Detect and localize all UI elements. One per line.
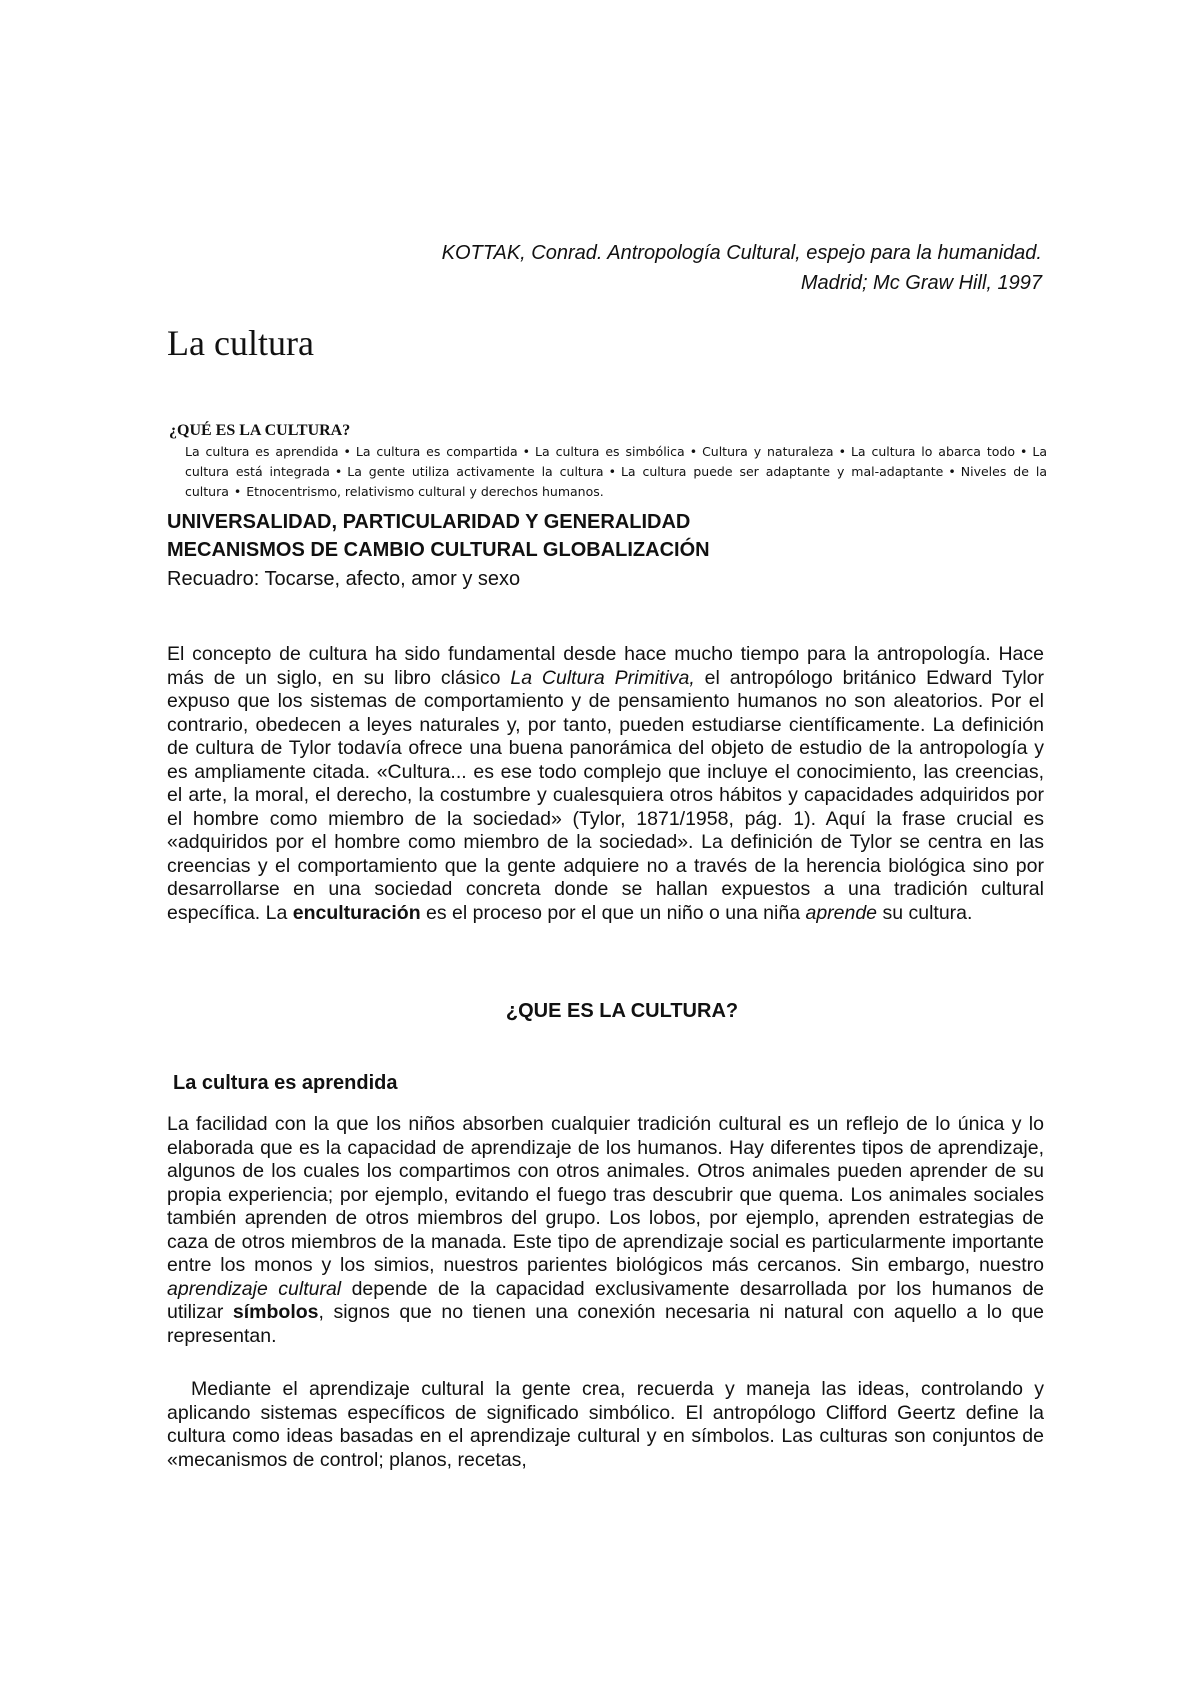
outline-item: La cultura es compartida — [355, 444, 518, 459]
bullet-separator: • — [1019, 444, 1028, 459]
outline-item: Cultura y naturaleza — [702, 444, 834, 459]
outline-heading: ¿QUÉ ES LA CULTURA? — [169, 422, 351, 439]
outline-item: Etnocentrismo, relativismo cultural y derechos humanos. — [246, 484, 604, 499]
outline-item: La cultura está integrada — [185, 444, 1047, 479]
text-run: El concepto de cultura ha sido fundamental desde hace mucho tiempo para la antropología. Hace más de un siglo, en su libro clásico — [167, 643, 1044, 689]
learned-paragraph — [167, 1113, 1044, 1348]
bullet-separator: • — [233, 484, 242, 499]
subsection-title: La cultura es aprendida — [173, 1072, 398, 1094]
outline-item: La gente utiliza activamente la cultura — [347, 464, 604, 479]
bullet-separator: • — [334, 464, 343, 479]
bullet-separator: • — [838, 444, 846, 459]
citation-line-1: KOTTAK, Conrad. Antropología Cultural, espejo para la humanidad. — [441, 242, 1042, 264]
box-note: Recuadro: Tocarse, afecto, amor y sexo — [167, 568, 521, 590]
text-run: es el proceso por el que un niño o una niña — [420, 901, 806, 924]
subtopic-line-1: UNIVERSALIDAD, PARTICULARIDAD Y GENERALIDAD — [167, 511, 691, 533]
key-term: enculturación — [292, 901, 421, 924]
subtopic-line-2: MECANISMOS DE CAMBIO CULTURAL GLOBALIZACIÓN — [167, 539, 710, 561]
bullet-separator: • — [689, 444, 698, 459]
bullet-separator: • — [343, 444, 351, 459]
bullet-separator: • — [522, 444, 531, 459]
citation-line-2: Madrid; Mc Graw Hill, 1997 — [800, 272, 1042, 294]
text-run: depende de la capacidad exclusivamente desarrollada por los humanos de utilizar — [167, 1277, 1045, 1323]
page-title: La cultura — [167, 323, 314, 363]
text-run: su cultura. — [877, 901, 973, 924]
outline-item: La cultura puede ser adaptante y mal-adaptante — [620, 464, 944, 479]
chapter-outline — [167, 422, 1047, 502]
text-run: , signos que no tienen una conexión necesaria ni natural con aquello a lo que representan. — [167, 1301, 1044, 1347]
book-title: La Cultura Primitiva, — [510, 666, 695, 689]
text-run: La facilidad con la que los niños absorben cualquier tradición cultural es un reflejo de lo única y lo elaborada que es la capacidad de aprendizaje de los humanos. Hay diferentes tipos de aprendizaje, algunos de los cuales los compartimos con otros animales. Otros animales pueden aprender de su propia experiencia; por ejemplo, evitando el fuego tras descubrir que quema. Los animales sociales también aprenden de otros miembros del grupo. Los lobos, por ejemplo, aprenden estrategias de caza de otros miembros de la manada. Este tipo de aprendizaje social es particularmente importante entre los monos y los simios, nuestros parientes biológicos más cercanos. Sin embargo, nuestro — [167, 1113, 1044, 1276]
outline-item: Niveles de la cultura — [185, 464, 1047, 499]
section-title: ¿QUE ES LA CULTURA? — [505, 1000, 739, 1022]
outline-item: La cultura es aprendida — [185, 444, 339, 459]
outline-subtopics — [167, 508, 710, 564]
citation — [442, 238, 1042, 298]
bullet-separator: • — [608, 464, 616, 479]
emphasis: aprende — [805, 901, 878, 924]
outline-item: La cultura lo abarca todo — [850, 444, 1015, 459]
key-term: símbolos — [232, 1301, 319, 1323]
outline-items — [185, 442, 1047, 502]
intro-paragraph — [167, 643, 1044, 925]
outline-item: La cultura es simbólica — [535, 444, 685, 459]
emphasis: aprendizaje cultural — [167, 1277, 342, 1300]
bullet-separator: • — [948, 464, 956, 479]
geertz-paragraph: Mediante el aprendizaje cultural la gente crea, recuerda y maneja las ideas, controlando y aplicando sistemas específicos de significado simbólico. El antropólogo Clifford Geertz define la cultura como ideas basadas en el aprendizaje cultural y en símbolos. Las culturas son conjuntos de «mecanismos de control; planos, recetas, — [167, 1378, 1044, 1471]
text-run: el antropólogo británico Edward Tylor expuso que los sistemas de comportamiento y de pensamiento humanos no son aleatorios. Por el contrario, obedecen a leyes naturales y, por tanto, pueden estudiarse científicamente. La definición de cultura de Tylor todavía ofrece una buena panorámica del objeto de estudio de la antropología y es ampliamente citada. «Cultura... es ese todo complejo que incluye el conocimiento, las creencias, el arte, la moral, el derecho, la costumbre y cualesquiera otros hábitos y capacidades adquiridos por el hombre como miembro de la sociedad» (Tylor, 1871/1958, pág. 1). Aquí la frase crucial es «adquiridos por el hombre como miembro de la sociedad». La definición de Tylor se centra en las creencias y el comportamiento que la gente adquiere no a través de la herencia biológica sino por desarrollarse en una sociedad concreta donde se hallan expuestos a una tradición cultural específica. La — [167, 666, 1045, 924]
